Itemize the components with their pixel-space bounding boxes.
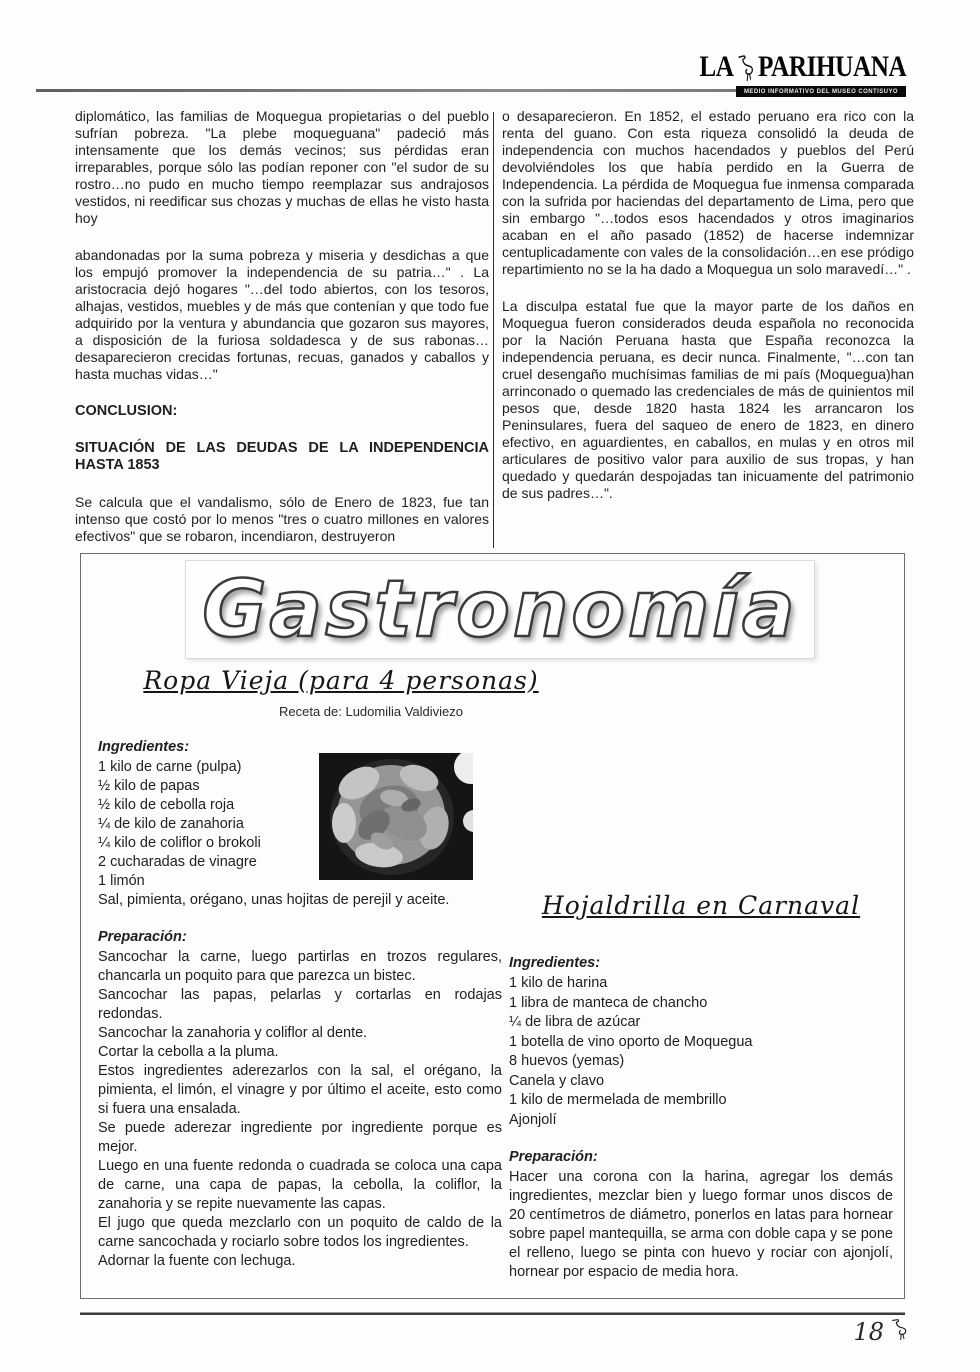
ingredient-item: ¼ de libra de azúcar bbox=[509, 1014, 641, 1030]
ingredient-item: 1 kilo de harina bbox=[509, 975, 608, 991]
ropa-vieja-dish-photo bbox=[319, 753, 473, 880]
situacion-heading: SITUACIÓN DE LAS DEUDAS DE LA INDEPENDENCIA HASTA 1853 bbox=[75, 440, 489, 473]
ingredient-item: 1 kilo de carne (pulpa) bbox=[98, 759, 242, 775]
ingredient-item: ¼ de kilo de zanahoria bbox=[98, 816, 244, 832]
ingredient-item: 2 cucharadas de vinagre bbox=[98, 854, 257, 870]
gastronomia-banner-text: Gastronomía bbox=[202, 564, 798, 655]
recipe2-preparation-label: Preparación: bbox=[509, 1149, 598, 1165]
page-number-value: 18 bbox=[853, 1318, 884, 1346]
step: Sancochar las papas, pelarlas y cortarlas en rodajas redondas. bbox=[98, 987, 502, 1022]
ingredient-item: ½ kilo de papas bbox=[98, 778, 200, 794]
conclusion-heading: CONCLUSION: bbox=[75, 403, 178, 419]
footer-rule bbox=[80, 1312, 905, 1315]
article-column-right bbox=[502, 108, 914, 522]
article-paragraph: Se calcula que el vandalismo, sólo de Enero de 1823, fue tan intenso que costó por lo menos "tres o cuatro millones en valores efectivos" que se robaron, incendiaron, destruyeron bbox=[75, 494, 489, 544]
ingredient-item: ½ kilo de cebolla roja bbox=[98, 797, 235, 813]
page-number bbox=[853, 1318, 908, 1346]
recipe2-steps bbox=[509, 1168, 893, 1282]
article-paragraph: o desaparecieron. En 1852, el estado peruano era rico con la renta del guano. Con esta riqueza consolidó la deuda de independencia con muchos hacendados y pueblos del Perú devolviéndoles los que había perdido en la Guerra de Independencia. La pérdida de Moquegua fue inmensa comparada con la sufrida por haciendas del departamento de Lima, pero que sin embargo "…todos esos hacendados y otros imaginarios acaban en el año pasado (1852) de hacerse indemnizar centuplicadamente con vales de la consolidación…en ese pródigo repartimiento no se la ha dado a Moquegua un solo maravedí…" . bbox=[502, 108, 914, 277]
article-paragraph: abandonadas por la suma pobreza y miseria y desdichas a que los empujó promover la independencia de su patria…" . La aristocracia dejó hogares "…del todo abiertos, con los tesoros, alhajas, vestidos, muebles y de más que contenían y que todo fue adquirido por la ventura y abundancia que gozaron sus mayores, a disposición de la furiosa soldadesca y de sus rabonas…desaparecieron crecidas fortunas, recuas, ganados y caballos y hasta muchas vidas…" bbox=[75, 247, 489, 382]
step: Estos ingredientes aderezarlos con la sal, el orégano, la pimienta, el limón, el vinagre y por último el aceite, esto como si fuera una ensalada. bbox=[98, 1063, 502, 1117]
step: Hacer una corona con la harina, agregar los demás ingredientes, mezclar bien y luego formar unos discos de 20 centímetros de diámetro, ponerlos en latas para hornear sobre papel mantequilla, se arma con doble capa y se pone el relleno, luego se pinta con huevo y rociar con ajonjolí, hornear por espacio de media hora. bbox=[509, 1169, 893, 1280]
ingredient-item: 8 huevos (yemas) bbox=[509, 1053, 625, 1069]
column-divider bbox=[493, 112, 494, 548]
ingredient-item: Sal, pimienta, orégano, unas hojitas de perejil y aceite. bbox=[98, 892, 450, 908]
parihuana-bird-icon bbox=[737, 54, 755, 81]
ingredient-item: Canela y clavo bbox=[509, 1072, 605, 1089]
recipe1-title: Ropa Vieja (para 4 personas) bbox=[143, 666, 539, 695]
step: Adornar la fuente con lechuga. bbox=[98, 1253, 296, 1269]
masthead-title-prefix: LA bbox=[699, 50, 734, 83]
recipe2-ingredients-label: Ingredientes: bbox=[509, 955, 601, 971]
step: El jugo que queda mezclarlo con un poquito de caldo de la carne sancochada y rociarlo sobre todos los ingredientes. bbox=[98, 1215, 502, 1250]
ingredient-item: 1 botella de vino oporto de Moquegua bbox=[509, 1033, 753, 1050]
parihuana-bird-icon bbox=[891, 1318, 908, 1340]
ingredient-item: Ajonjolí bbox=[509, 1111, 557, 1128]
step: Se puede aderezar ingrediente por ingrediente porque es mejor. bbox=[98, 1120, 502, 1155]
recipe2-body bbox=[509, 891, 893, 1282]
article-paragraph: diplomático, las familias de Moquegua propietarias o del pueblo sufrían pobreza. "La plebe moqueguana" padeció más intensamente que los demás vecinos; sus pérdidas eran irreparables, porque sólo las podían reponer con "el sudor de su rostro…no pudo en mucho tiempo reemplazar sus andrajosos vestidos, ni reedificar sus chozas y muchas de ellas he visto hasta hoy bbox=[75, 108, 489, 226]
article-column-left bbox=[75, 108, 489, 565]
ingredient-item: ¼ kilo de coliflor o brokoli bbox=[98, 835, 261, 851]
recipe1-preparation-label: Preparación: bbox=[98, 929, 187, 945]
recipe1-byline: Receta de: Ludomilia Valdiviezo bbox=[278, 704, 464, 719]
step: Luego en una fuente redonda o cuadrada se coloca una capa de carne, una capa de papas, la cebolla, la coliflor, la zanahoria y se repite nuevamente las capas. bbox=[98, 1158, 502, 1212]
step: Cortar la cebolla a la pluma. bbox=[98, 1044, 279, 1060]
masthead-tagline: MEDIO INFORMATIVO DEL MUSEO CONTISUYO bbox=[743, 88, 899, 95]
masthead bbox=[699, 50, 906, 84]
recipe2-title: Hojaldrilla en Carnaval bbox=[541, 891, 861, 920]
recipe2-ingredients-list bbox=[509, 974, 893, 1130]
recipe1-ingredients-label: Ingredientes: bbox=[98, 739, 190, 755]
gastronomia-banner bbox=[185, 560, 815, 659]
recipe1-body bbox=[98, 738, 502, 1271]
ingredient-item: 1 libra de manteca de chancho bbox=[509, 994, 708, 1011]
ingredient-item: 1 kilo de mermelada de membrillo bbox=[509, 1092, 727, 1108]
masthead-title-suffix: PARIHUANA bbox=[757, 50, 906, 83]
recipe1-steps bbox=[98, 948, 502, 1271]
gastronomia-section bbox=[80, 553, 905, 1299]
step: Sancochar la carne, luego partirlas en trozos regulares, chancarla un poquito para que parezca un bistec. bbox=[98, 949, 502, 984]
step: Sancochar la zanahoria y coliflor al dente. bbox=[98, 1025, 368, 1041]
ingredient-item: 1 limón bbox=[98, 873, 145, 889]
masthead-tagline-bar bbox=[736, 86, 906, 97]
article-paragraph: La disculpa estatal fue que la mayor parte de los daños en Moquegua fueron considerados deuda española no reconocida por la Nación Peruana hasta que España reconozca la independencia peruana, es decir nunca. Finalmente, "…con tan cruel desengaño muchísimas familias de mi país (Moquegua)han arrinconado o quemado las credenciales de más de quinientos mil pesos que, desde 1820 hasta 1824 les arrancaron los Peninsulares, fuera del saqueo de enero de 1823, en dinero efectivo, en aguardientes, en caballos, en mulas y en otros mil articulares de positivo valor para auxilio de sus tropas, y han quedado y quedarán despojadas tan inicuamente del patrimonio de sus padres…". bbox=[502, 298, 914, 501]
